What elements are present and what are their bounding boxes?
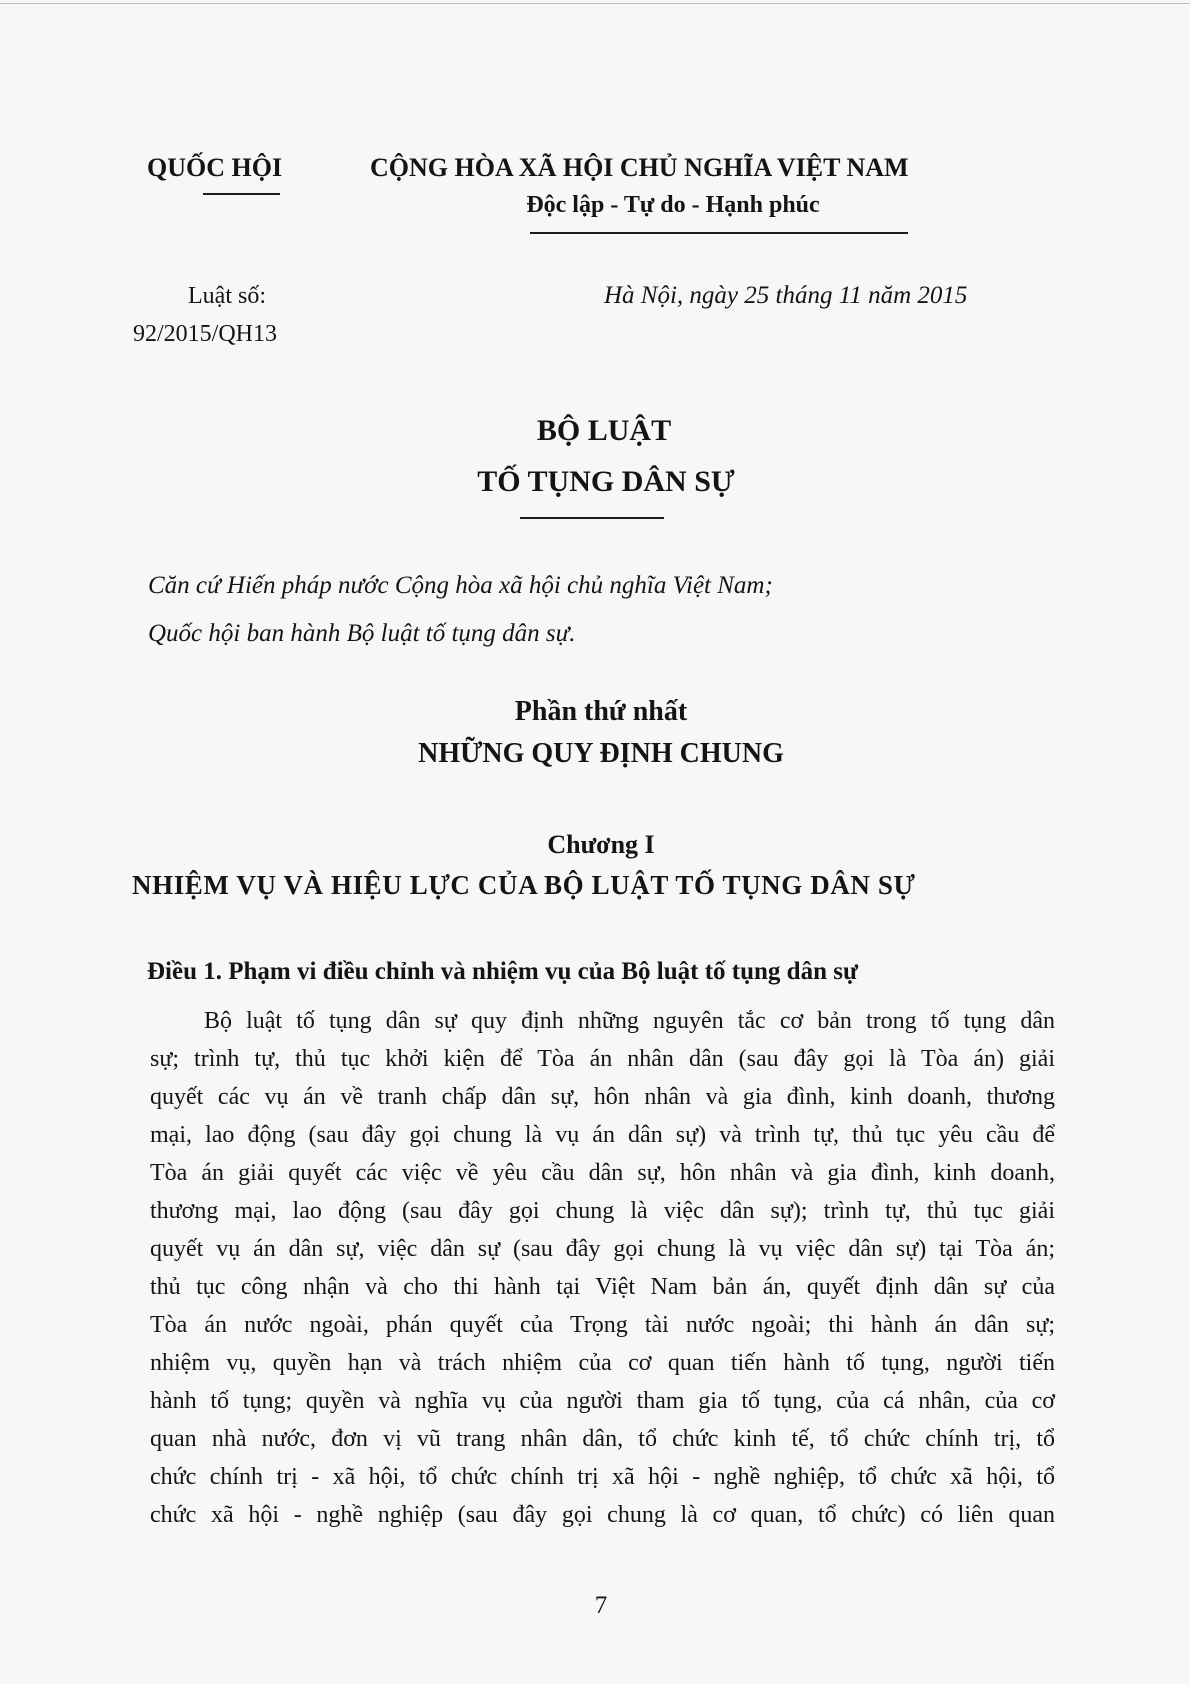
article-line: mại, lao động (sau đây gọi chung là vụ án dân sự) và trình tự, thủ tục yêu cầu để xyxy=(150,1122,1055,1148)
article-line: thủ tục công nhận và cho thi hành tại Việt Nam bản án, quyết định dân sự của xyxy=(150,1274,1055,1300)
article-heading: Điều 1. Phạm vi điều chỉnh và nhiệm vụ của Bộ luật tố tụng dân sự xyxy=(147,958,858,985)
preamble-line-1: Căn cứ Hiến pháp nước Cộng hòa xã hội chủ nghĩa Việt Nam; xyxy=(148,572,773,599)
preamble-line-2: Quốc hội ban hành Bộ luật tố tụng dân sự. xyxy=(148,620,576,647)
article-line: Tòa án giải quyết các việc về yêu cầu dân sự, hôn nhân và gia đình, kinh doanh, xyxy=(150,1160,1055,1186)
law-title-line1: BỘ LUẬT xyxy=(536,414,672,447)
article-line: chức xã hội - nghề nghiệp (sau đây gọi chung là cơ quan, tổ chức) có liên quan xyxy=(150,1502,1055,1528)
chapter-title: NHIỆM VỤ VÀ HIỆU LỰC CỦA BỘ LUẬT TỐ TỤNG DÂN SỰ xyxy=(132,870,916,900)
law-title-line2: TỐ TỤNG DÂN SỰ xyxy=(477,465,735,498)
motto: Độc lập - Tự do - Hạnh phúc xyxy=(526,192,820,218)
article-line: hành tố tụng; quyền và nghĩa vụ của người tham gia tố tụng, của cá nhân, của cơ xyxy=(150,1388,1055,1414)
article-line: sự; trình tự, thủ tục khởi kiện để Tòa án nhân dân (sau đây gọi là Tòa án) giải xyxy=(150,1046,1055,1072)
article-line: nhiệm vụ, quyền hạn và trách nhiệm của cơ quan tiến hành tố tụng, người tiến xyxy=(150,1350,1055,1376)
country-name: CỘNG HÒA XÃ HỘI CHỦ NGHĨA VIỆT NAM xyxy=(370,153,909,182)
article-line: chức chính trị - xã hội, tổ chức chính trị xã hội - nghề nghiệp, tổ chức xã hội, tổ xyxy=(150,1464,1055,1490)
page-number: 7 xyxy=(594,1592,608,1619)
article-line: thương mại, lao động (sau đây gọi chung là việc dân sự); trình tự, thủ tục giải xyxy=(150,1198,1055,1224)
article-body xyxy=(150,1002,1055,1534)
article-line: Tòa án nước ngoài, phán quyết của Trọng tài nước ngoài; thi hành án dân sự; xyxy=(150,1312,1055,1338)
title-underline xyxy=(520,517,664,519)
article-line: quan nhà nước, đơn vị vũ trang nhân dân, tổ chức kinh tế, tổ chức chính trị, tổ xyxy=(150,1426,1055,1452)
article-line: Bộ luật tố tụng dân sự quy định những nguyên tắc cơ bản trong tố tụng dân xyxy=(204,1008,1055,1034)
motto-underline xyxy=(530,232,908,234)
scan-edge-line xyxy=(0,3,1190,4)
article-line: quyết vụ án dân sự, việc dân sự (sau đây gọi chung là vụ việc dân sự) tại Tòa án; xyxy=(150,1236,1055,1262)
issuer: QUỐC HỘI xyxy=(147,153,283,182)
law-number-value: 92/2015/QH13 xyxy=(133,321,277,347)
part-title: NHỮNG QUY ĐỊNH CHUNG xyxy=(418,738,784,769)
part-label: Phần thứ nhất xyxy=(514,696,688,727)
place-date: Hà Nội, ngày 25 tháng 11 năm 2015 xyxy=(604,282,968,309)
chapter-label: Chương I xyxy=(547,830,655,859)
article-line: quyết các vụ án về tranh chấp dân sự, hôn nhân và gia đình, kinh doanh, thương xyxy=(150,1084,1055,1110)
law-number-label: Luật số: xyxy=(188,283,266,309)
